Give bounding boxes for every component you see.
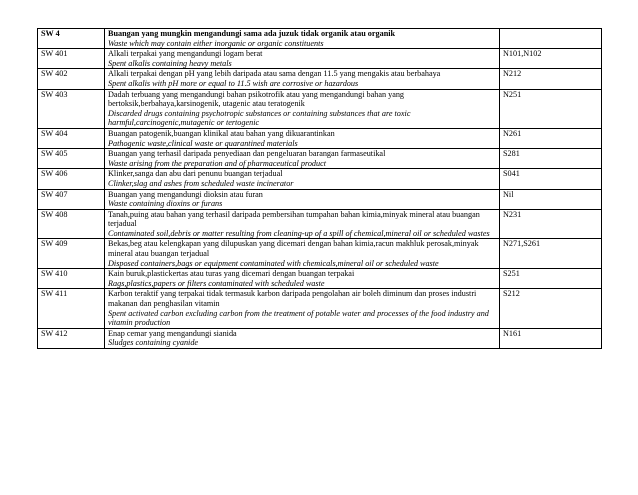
waste-description-malay: Bekas,beg atau kelengkapan yang dilupuskan yang dicemari dengan bahan kimia,racun makhluk perosak,minyak mineral atau buangan terjadual [108, 239, 479, 259]
waste-code: SW 408 [38, 209, 105, 239]
waste-reference: N161 [500, 328, 602, 348]
waste-description-english: Discarded drugs containing psychotropic substances or containing substances that are toxic harmful,carcinogenic,mutagenic or tertogenic [108, 108, 411, 128]
waste-reference: N101,N102 [500, 49, 602, 69]
waste-description-malay: Tanah,puing atau bahan yang terhasil daripada pembersihan tumpahan bahan kimia,minyak mineral atau buangan terjadual [108, 209, 480, 229]
waste-description-malay: Buangan patogenik,buangan klinikal atau bahan yang dikuarantinkan [108, 128, 335, 138]
table-row [38, 89, 602, 128]
waste-description-english: Rags,plastics,papers or filters contaminated with scheduled waste [108, 278, 325, 288]
table-row [38, 239, 602, 269]
waste-description-english: Clinker,slag and ashes from scheduled waste incinerator [108, 178, 294, 188]
waste-description-english: Disposed containers,bags or equipment contaminated with chemicals,mineral oil or scheduled waste [108, 258, 439, 268]
waste-description [105, 328, 500, 348]
waste-description-malay: Buangan yang terhasil daripada penyediaan dan pengeluaran barangan farmaseutikal [108, 149, 386, 159]
waste-reference: N212 [500, 69, 602, 89]
waste-code: SW 402 [38, 69, 105, 89]
waste-description [105, 89, 500, 128]
waste-description-malay: Dadah terbuang yang mengandungi bahan psikotrofik atau yang mengandungi bahan yang bertoksik,berbahaya,karsinogenik, utagenic atau teratogenik [108, 89, 405, 109]
waste-reference: S251 [500, 269, 602, 289]
waste-description [105, 128, 500, 148]
waste-code: SW 411 [38, 289, 105, 328]
waste-description-malay: Buangan yang mengandungi dioksin atau furan [108, 189, 263, 199]
waste-reference: Nil [500, 189, 602, 209]
waste-reference: S281 [500, 149, 602, 169]
waste-description [105, 49, 500, 69]
waste-description-english: Pathogenic waste,clinical waste or quarantined materials [108, 138, 298, 148]
waste-description-english: Waste containing dioxins or furans [108, 199, 223, 209]
waste-description-english: Spent alkalis containing heavy metals [108, 58, 232, 68]
waste-description-malay: Karbon teraktif yang terpakai tidak termasuk karbon daripada pengolahan air boleh diminum dan proses industri makanan dan penghasilan vitamin [108, 289, 477, 309]
waste-reference: S041 [500, 169, 602, 189]
waste-code: SW 409 [38, 239, 105, 269]
waste-description-malay: Enap cemar yang mengandungi sianida [108, 328, 237, 338]
table-row [38, 169, 602, 189]
waste-code: SW 410 [38, 269, 105, 289]
waste-code: SW 406 [38, 169, 105, 189]
waste-description [105, 289, 500, 328]
waste-description-malay: Alkali terpakai dengan pH yang lebih daripada atau sama dengan 11.5 yang mengakis atau berbahaya [108, 69, 441, 79]
waste-description-malay: Alkali terpakai yang mengandungi logam berat [108, 49, 263, 59]
category-header-row [38, 29, 602, 49]
waste-description-malay: Kain buruk,plastickertas atau turas yang dicemari dengan buangan terpakai [108, 269, 355, 279]
category-code: SW 4 [38, 29, 105, 49]
waste-reference: N261 [500, 128, 602, 148]
table-row [38, 269, 602, 289]
waste-description-english: Spent alkalis with pH more or equal to 11.5 wish are corrosive or hazardous [108, 78, 359, 88]
waste-description-english: Sludges containing cyanide [108, 338, 199, 348]
waste-code: SW 405 [38, 149, 105, 169]
scheduled-waste-table [37, 28, 602, 349]
waste-description [105, 239, 500, 269]
category-description-malay: Buangan yang mungkin mengandungi sama ada juzuk tidak organik atau organik [108, 29, 396, 38]
waste-code: SW 404 [38, 128, 105, 148]
waste-description-english: Spent activated carbon excluding carbon from the treatment of potable water and processes of the food industry and vitamin production [108, 308, 489, 328]
waste-reference: S212 [500, 289, 602, 328]
table-body [38, 29, 602, 349]
waste-code: SW 403 [38, 89, 105, 128]
waste-reference: N271,S261 [500, 239, 602, 269]
waste-reference: N231 [500, 209, 602, 239]
table-row [38, 49, 602, 69]
table-row [38, 69, 602, 89]
table-row [38, 289, 602, 328]
waste-description-english: Contaminated soil,debris or matter resulting from cleaning-up of a spill of chemical,mineral oil or scheduled wastes [108, 228, 490, 238]
table-row [38, 189, 602, 209]
waste-description-english: Waste arising from the preparation and of pharmaceutical product [108, 158, 327, 168]
waste-description [105, 69, 500, 89]
waste-code: SW 401 [38, 49, 105, 69]
table-row [38, 328, 602, 348]
waste-reference: N251 [500, 89, 602, 128]
waste-code: SW 407 [38, 189, 105, 209]
table-row [38, 149, 602, 169]
waste-code: SW 412 [38, 328, 105, 348]
category-reference [500, 29, 602, 49]
waste-description [105, 269, 500, 289]
waste-description [105, 169, 500, 189]
waste-description [105, 209, 500, 239]
table-row [38, 209, 602, 239]
table-row [38, 128, 602, 148]
waste-description [105, 189, 500, 209]
waste-description [105, 149, 500, 169]
category-description [105, 29, 500, 49]
waste-description-malay: Klinker,sanga dan abu dari penunu buangan terjadual [108, 169, 283, 179]
category-description-english: Waste which may contain either inorganic or organic constituents [108, 38, 324, 48]
